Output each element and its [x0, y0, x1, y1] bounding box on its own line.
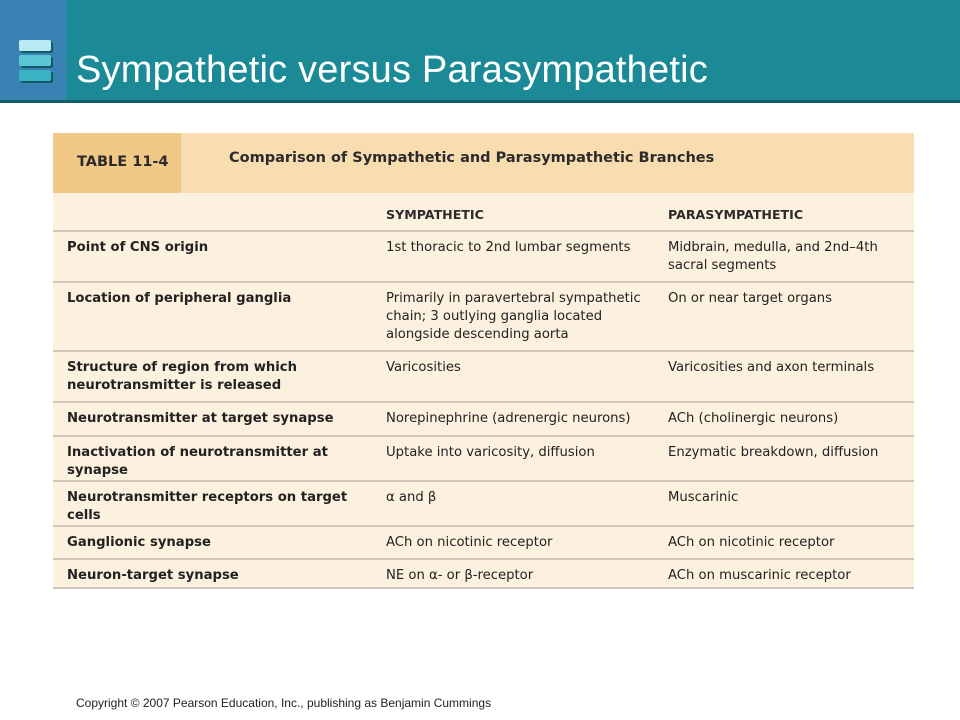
header-divider — [0, 100, 960, 103]
table-row — [53, 526, 914, 559]
row-label: Inactivation of neurotransmitter at synapse — [53, 436, 383, 481]
logo-bar-bottom — [19, 70, 51, 81]
table-caption-bar — [53, 133, 914, 193]
row-label: Neuron-target synapse — [67, 568, 239, 583]
table-row — [53, 231, 914, 282]
table-number-tag — [53, 133, 181, 193]
copyright-footer: Copyright © 2007 Pearson Education, Inc., publishing as Benjamin Cummings — [76, 696, 492, 710]
header-sympathetic: SYMPATHETIC — [383, 193, 665, 231]
comparison-table — [53, 193, 914, 609]
stacked-bars-icon — [19, 40, 51, 86]
parasympathetic-cell: Varicosities and axon terminals — [665, 351, 914, 402]
sympathetic-cell: 1st thoracic to 2nd lumbar segments — [383, 231, 665, 282]
sympathetic-cell: Norepinephrine (adrenergic neurons) — [383, 402, 665, 436]
table-row — [53, 436, 914, 481]
sympathetic-cell: ACh on nicotinic receptor — [383, 526, 665, 559]
sympathetic-cell: NE on α- or β-receptor — [386, 568, 534, 583]
header-blank — [53, 193, 383, 231]
table-row — [53, 559, 914, 609]
row-label: Location of peripheral ganglia — [53, 282, 383, 351]
parasympathetic-cell: ACh (cholinergic neurons) — [665, 402, 914, 436]
header-parasympathetic: PARASYMPATHETIC — [665, 193, 914, 231]
table-number: TABLE 11-4 — [77, 154, 169, 170]
logo-bar-middle — [19, 55, 51, 66]
slide-header — [0, 0, 960, 100]
table-header-row — [53, 193, 914, 231]
sympathetic-cell: Uptake into varicosity, diffusion — [383, 436, 665, 481]
parasympathetic-cell: Enzymatic breakdown, diffusion — [665, 436, 914, 481]
slide-title: Sympathetic versus Parasympathetic — [76, 49, 708, 91]
sympathetic-cell: Primarily in paravertebral sympathetic chain; 3 outlying ganglia located alongside descending aorta — [383, 282, 665, 351]
parasympathetic-cell: ACh on muscarinic receptor — [668, 568, 851, 583]
row-label: Structure of region from which neurotransmitter is released — [53, 351, 383, 402]
sympathetic-cell: α and β — [383, 481, 665, 526]
parasympathetic-cell: Muscarinic — [665, 481, 914, 526]
row-label: Neurotransmitter at target synapse — [53, 402, 383, 436]
table-row — [53, 402, 914, 436]
header-accent-block — [0, 0, 66, 100]
parasympathetic-cell: ACh on nicotinic receptor — [665, 526, 914, 559]
table-row — [53, 282, 914, 351]
logo-bar-top — [19, 40, 51, 51]
comparison-table-card — [53, 133, 914, 589]
row-label: Neurotransmitter receptors on target cells — [53, 481, 383, 526]
parasympathetic-cell: On or near target organs — [665, 282, 914, 351]
table-caption: Comparison of Sympathetic and Parasympathetic Branches — [229, 150, 715, 166]
sympathetic-cell: Varicosities — [383, 351, 665, 402]
row-label: Ganglionic synapse — [53, 526, 383, 559]
parasympathetic-cell: Midbrain, medulla, and 2nd–4th sacral segments — [665, 231, 914, 282]
row-label: Point of CNS origin — [53, 231, 383, 282]
table-row — [53, 481, 914, 526]
table-row — [53, 351, 914, 402]
